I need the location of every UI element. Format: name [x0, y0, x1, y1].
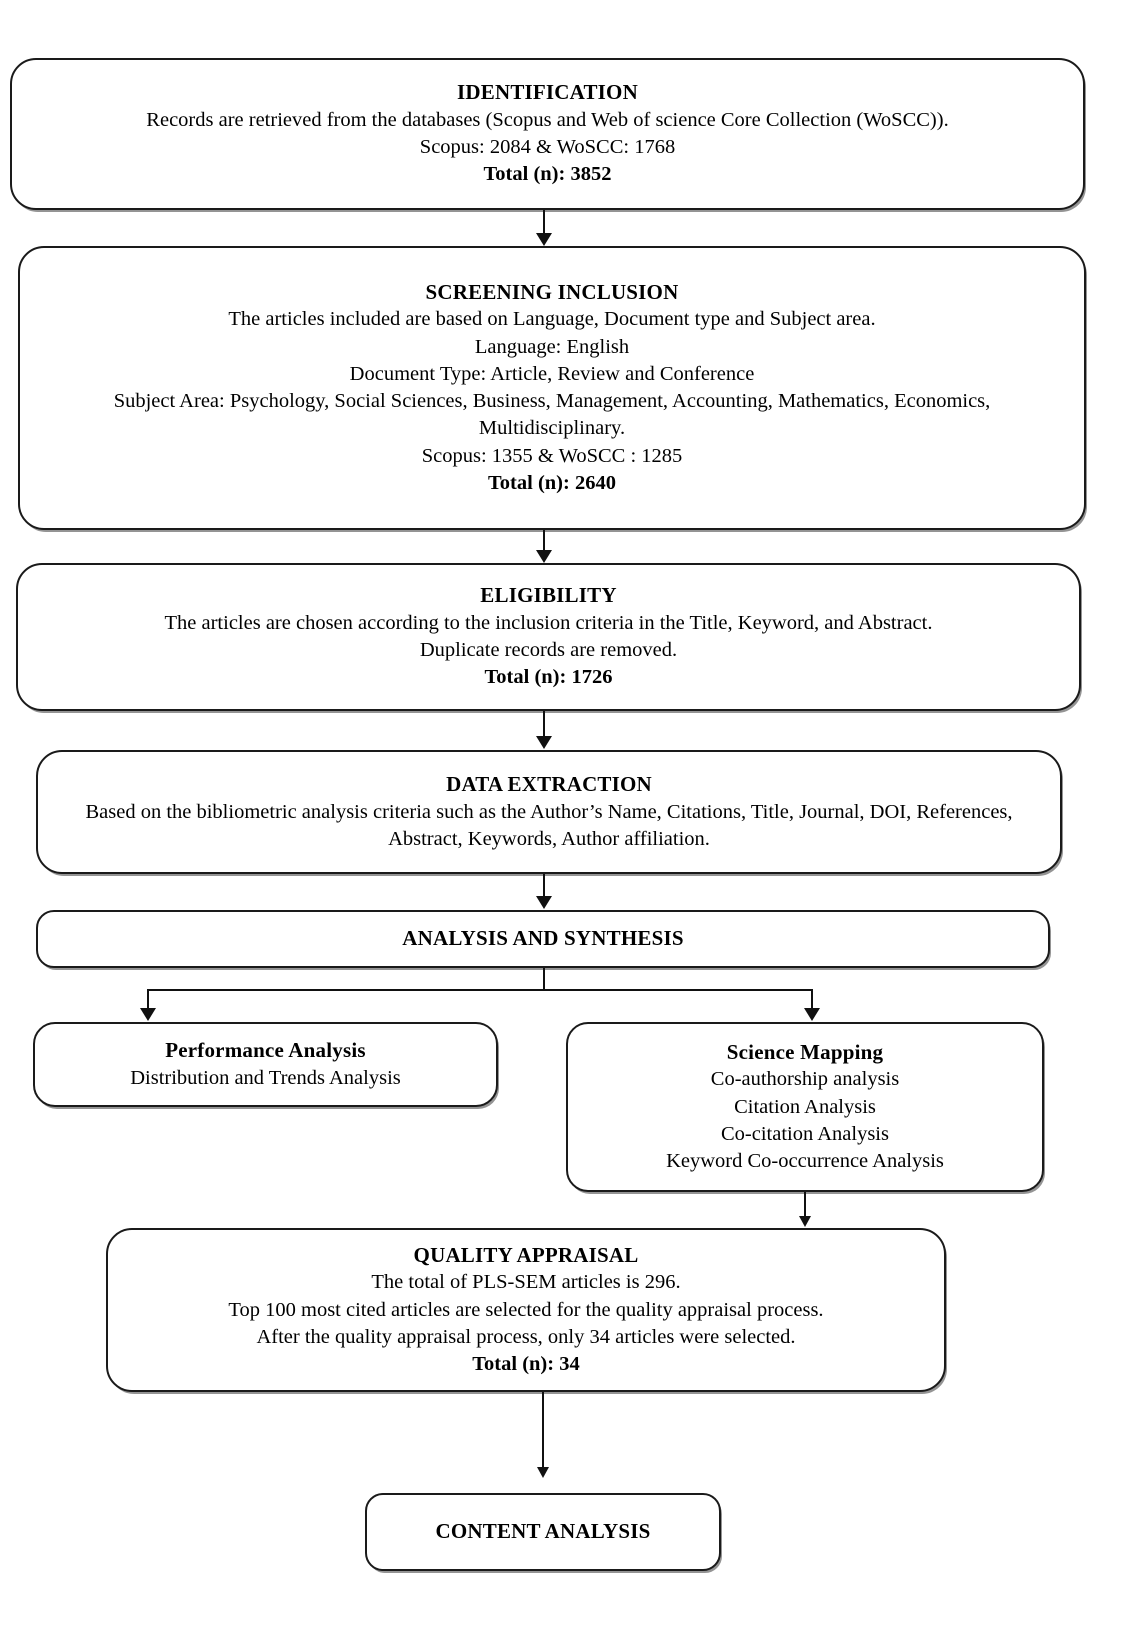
node-content-analysis: [365, 1493, 721, 1571]
connector-eligibility-to-data-extraction: [543, 711, 545, 739]
arrowhead-analysis-to-performance: [140, 1008, 156, 1021]
node-quality-appraisal: [106, 1228, 946, 1392]
node-eligibility-line-1: The articles are chosen according to the inclusion criteria in the Title, Keyword, and Abstract.: [164, 611, 933, 634]
node-data-extraction-line-1: Based on the bibliometric analysis criteria such as the Author’s Name, Citations, Title, Journal, DOI, References, Abstract, Keywords, Author affiliation.: [85, 800, 1013, 850]
node-analysis-and-synthesis: [36, 910, 1050, 968]
connector-quality-to-content: [542, 1392, 544, 1470]
node-performance-line-1: Distribution and Trends Analysis: [130, 1066, 401, 1089]
node-screening-inclusion: [18, 246, 1086, 530]
node-analysis-title: ANALYSIS AND SYNTHESIS: [402, 926, 684, 951]
node-eligibility-total: Total (n): 1726: [484, 666, 613, 689]
node-content-title: CONTENT ANALYSIS: [435, 1519, 651, 1544]
node-quality-line-1: The total of PLS-SEM articles is 296.: [371, 1271, 681, 1294]
node-identification-line-1: Records are retrieved from the databases (Scopus and Web of science Core Collection (WoSCC)).: [146, 108, 949, 131]
node-quality-total: Total (n): 34: [472, 1353, 580, 1376]
node-screening-line-5: Scopus: 1355 & WoSCC : 1285: [421, 444, 683, 467]
arrowhead-data-extraction-to-analysis: [536, 896, 552, 909]
node-science-mapping-line-3: Co-citation Analysis: [721, 1122, 889, 1145]
arrowhead-science-mapping-to-quality: [799, 1216, 811, 1227]
node-identification: [10, 58, 1085, 210]
node-identification-line-2: Scopus: 2084 & WoSCC: 1768: [419, 136, 676, 159]
node-performance-title: Performance Analysis: [165, 1038, 366, 1063]
node-eligibility-line-2: Duplicate records are removed.: [419, 639, 678, 662]
connector-analysis-split-bar: [147, 989, 813, 991]
node-screening-line-2: Language: English: [474, 335, 630, 358]
node-eligibility: [16, 563, 1081, 711]
arrowhead-analysis-to-science-mapping: [804, 1008, 820, 1021]
node-eligibility-title: ELIGIBILITY: [480, 583, 617, 608]
node-science-mapping-line-2: Citation Analysis: [734, 1095, 876, 1118]
node-screening-line-3: Document Type: Article, Review and Conference: [349, 362, 755, 385]
node-screening-line-4: Subject Area: Psychology, Social Sciences, Business, Management, Accounting, Mathematics, Economics, Multidisciplinary.: [113, 390, 991, 440]
node-screening-title: SCREENING INCLUSION: [425, 279, 679, 304]
node-performance-analysis: [33, 1022, 498, 1107]
node-screening-line-1: The articles included are based on Language, Document type and Subject area.: [228, 308, 876, 331]
arrowhead-identification-to-screening: [536, 233, 552, 246]
node-quality-line-2: Top 100 most cited articles are selected for the quality appraisal process.: [228, 1298, 824, 1321]
node-identification-title: IDENTIFICATION: [457, 80, 638, 105]
node-science-mapping-line-1: Co-authorship analysis: [710, 1068, 900, 1091]
connector-analysis-stem: [543, 968, 545, 990]
node-data-extraction-title: DATA EXTRACTION: [446, 771, 652, 796]
node-quality-line-3: After the quality appraisal process, only 34 articles were selected.: [256, 1325, 796, 1348]
node-screening-total: Total (n): 2640: [488, 471, 616, 494]
node-science-mapping: [566, 1022, 1044, 1192]
node-science-mapping-title: Science Mapping: [726, 1039, 884, 1064]
arrowhead-quality-to-content: [537, 1467, 549, 1478]
node-quality-title: QUALITY APPRAISAL: [413, 1242, 639, 1267]
node-data-extraction: [36, 750, 1062, 874]
arrowhead-screening-to-eligibility: [536, 550, 552, 563]
node-science-mapping-line-4: Keyword Co-occurrence Analysis: [666, 1150, 944, 1173]
node-identification-total: Total (n): 3852: [483, 163, 612, 186]
arrowhead-eligibility-to-data-extraction: [536, 736, 552, 749]
